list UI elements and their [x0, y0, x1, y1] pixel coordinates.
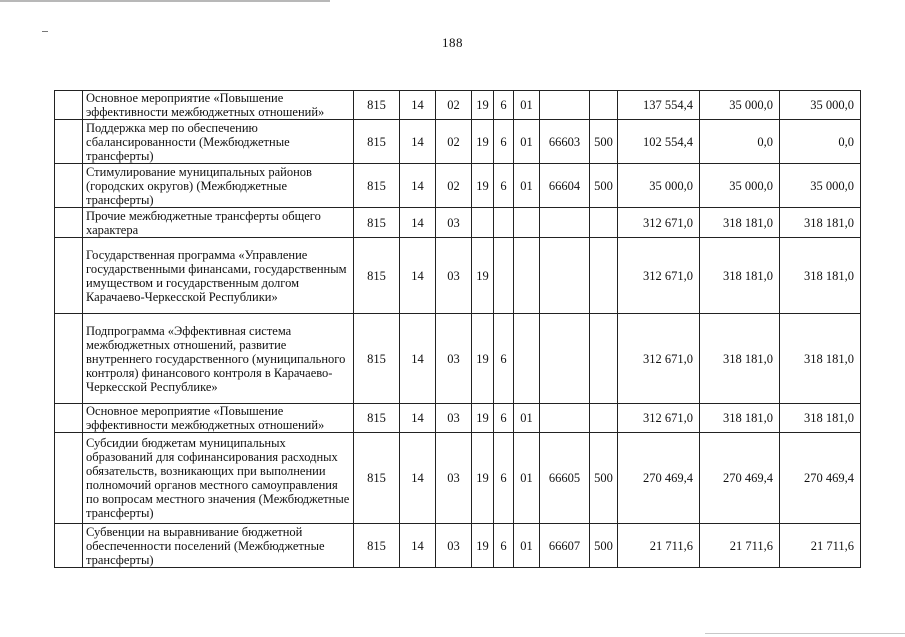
- subprogram-code: 6: [494, 433, 514, 524]
- direction-code: [540, 314, 590, 404]
- amount-year1: 35 000,0: [618, 164, 700, 208]
- subprogram-code: 6: [494, 91, 514, 120]
- direction-code: 66603: [540, 120, 590, 164]
- program-code: 19: [472, 524, 494, 568]
- amount-year3: 318 181,0: [780, 208, 861, 238]
- expense-type-code: 500: [590, 120, 618, 164]
- amount-year2: 318 181,0: [700, 404, 780, 433]
- subprogram-code: 6: [494, 524, 514, 568]
- admin-code: 815: [354, 91, 400, 120]
- blank-cell: [55, 208, 83, 238]
- blank-cell: [55, 238, 83, 314]
- subprogram-code: 6: [494, 404, 514, 433]
- expense-type-code: 500: [590, 164, 618, 208]
- amount-year3: 318 181,0: [780, 238, 861, 314]
- row-name: Подпрограмма «Эффективная система межбюджетных отношений, развитие внутреннего государственного (муниципального контроля) финансового контроля в Карачаево-Черкесской Республике»: [83, 314, 354, 404]
- admin-code: 815: [354, 238, 400, 314]
- direction-code: [540, 238, 590, 314]
- event-code: 01: [514, 404, 540, 433]
- expense-type-code: [590, 238, 618, 314]
- subsection-code: 02: [436, 164, 472, 208]
- row-name: Стимулирование муниципальных районов (городских округов) (Межбюджетные трансферты): [83, 164, 354, 208]
- subprogram-code: [494, 208, 514, 238]
- amount-year1: 312 671,0: [618, 208, 700, 238]
- amount-year2: 35 000,0: [700, 91, 780, 120]
- admin-code: 815: [354, 120, 400, 164]
- table-row: [55, 433, 861, 524]
- subsection-code: 03: [436, 238, 472, 314]
- subsection-code: 02: [436, 120, 472, 164]
- blank-cell: [55, 524, 83, 568]
- table-row: [55, 404, 861, 433]
- direction-code: 66604: [540, 164, 590, 208]
- event-code: 01: [514, 91, 540, 120]
- amount-year2: 318 181,0: [700, 208, 780, 238]
- program-code: 19: [472, 404, 494, 433]
- event-code: 01: [514, 433, 540, 524]
- table-row: [55, 208, 861, 238]
- subsection-code: 03: [436, 433, 472, 524]
- program-code: 19: [472, 91, 494, 120]
- event-code: 01: [514, 120, 540, 164]
- section-code: 14: [400, 208, 436, 238]
- amount-year3: 318 181,0: [780, 314, 861, 404]
- row-name: Прочие межбюджетные трансферты общего характера: [83, 208, 354, 238]
- amount-year3: 270 469,4: [780, 433, 861, 524]
- admin-code: 815: [354, 404, 400, 433]
- amount-year3: 35 000,0: [780, 164, 861, 208]
- scan-mark: [42, 31, 48, 32]
- event-code: 01: [514, 524, 540, 568]
- direction-code: [540, 404, 590, 433]
- blank-cell: [55, 433, 83, 524]
- section-code: 14: [400, 91, 436, 120]
- top-scan-rule: [0, 0, 330, 2]
- subsection-code: 03: [436, 524, 472, 568]
- admin-code: 815: [354, 314, 400, 404]
- blank-cell: [55, 314, 83, 404]
- blank-cell: [55, 164, 83, 208]
- section-code: 14: [400, 433, 436, 524]
- row-name: Субвенции на выравнивание бюджетной обеспеченности поселений (Межбюджетные трансферты): [83, 524, 354, 568]
- expense-type-code: [590, 314, 618, 404]
- admin-code: 815: [354, 524, 400, 568]
- direction-code: 66605: [540, 433, 590, 524]
- admin-code: 815: [354, 433, 400, 524]
- amount-year3: 0,0: [780, 120, 861, 164]
- admin-code: 815: [354, 208, 400, 238]
- expense-type-code: 500: [590, 433, 618, 524]
- row-name: Поддержка мер по обеспечению сбалансированности (Межбюджетные трансферты): [83, 120, 354, 164]
- amount-year1: 102 554,4: [618, 120, 700, 164]
- row-name: Субсидии бюджетам муниципальных образований для софинансирования расходных обязательств, возникающих при выполнении полномочий органов местного самоуправления по вопросам местного значения (Межбюджетные трансферты): [83, 433, 354, 524]
- amount-year3: 318 181,0: [780, 404, 861, 433]
- section-code: 14: [400, 238, 436, 314]
- amount-year1: 312 671,0: [618, 238, 700, 314]
- amount-year3: 21 711,6: [780, 524, 861, 568]
- section-code: 14: [400, 314, 436, 404]
- row-name: Основное мероприятие «Повышение эффективности межбюджетных отношений»: [83, 404, 354, 433]
- table-row: [55, 164, 861, 208]
- amount-year1: 312 671,0: [618, 314, 700, 404]
- table-row: [55, 238, 861, 314]
- page-number: 188: [442, 35, 463, 50]
- amount-year2: 318 181,0: [700, 238, 780, 314]
- amount-year3: 35 000,0: [780, 91, 861, 120]
- subsection-code: 02: [436, 91, 472, 120]
- budget-table: [54, 90, 861, 568]
- subprogram-code: 6: [494, 120, 514, 164]
- section-code: 14: [400, 120, 436, 164]
- subprogram-code: 6: [494, 314, 514, 404]
- section-code: 14: [400, 524, 436, 568]
- amount-year1: 137 554,4: [618, 91, 700, 120]
- subprogram-code: [494, 238, 514, 314]
- table-row: [55, 120, 861, 164]
- amount-year1: 21 711,6: [618, 524, 700, 568]
- event-code: 01: [514, 164, 540, 208]
- admin-code: 815: [354, 164, 400, 208]
- amount-year2: 35 000,0: [700, 164, 780, 208]
- amount-year2: 21 711,6: [700, 524, 780, 568]
- event-code: [514, 314, 540, 404]
- subsection-code: 03: [436, 404, 472, 433]
- program-code: 19: [472, 238, 494, 314]
- amount-year2: 270 469,4: [700, 433, 780, 524]
- row-name: Государственная программа «Управление государственными финансами, государственным имуществом и государственным долгом Карачаево-Черкесской Республики»: [83, 238, 354, 314]
- event-code: [514, 238, 540, 314]
- expense-type-code: [590, 91, 618, 120]
- direction-code: [540, 91, 590, 120]
- section-code: 14: [400, 404, 436, 433]
- expense-type-code: [590, 404, 618, 433]
- amount-year1: 312 671,0: [618, 404, 700, 433]
- subsection-code: 03: [436, 208, 472, 238]
- direction-code: 66607: [540, 524, 590, 568]
- subsection-code: 03: [436, 314, 472, 404]
- direction-code: [540, 208, 590, 238]
- bottom-scan-rule: [705, 633, 905, 634]
- table-row: [55, 91, 861, 120]
- program-code: 19: [472, 164, 494, 208]
- program-code: [472, 208, 494, 238]
- blank-cell: [55, 91, 83, 120]
- expense-type-code: [590, 208, 618, 238]
- amount-year2: 0,0: [700, 120, 780, 164]
- blank-cell: [55, 404, 83, 433]
- table-row: [55, 314, 861, 404]
- subprogram-code: 6: [494, 164, 514, 208]
- expense-type-code: 500: [590, 524, 618, 568]
- amount-year1: 270 469,4: [618, 433, 700, 524]
- section-code: 14: [400, 164, 436, 208]
- program-code: 19: [472, 433, 494, 524]
- program-code: 19: [472, 314, 494, 404]
- amount-year2: 318 181,0: [700, 314, 780, 404]
- program-code: 19: [472, 120, 494, 164]
- table-row: [55, 524, 861, 568]
- blank-cell: [55, 120, 83, 164]
- row-name: Основное мероприятие «Повышение эффективности межбюджетных отношений»: [83, 91, 354, 120]
- event-code: [514, 208, 540, 238]
